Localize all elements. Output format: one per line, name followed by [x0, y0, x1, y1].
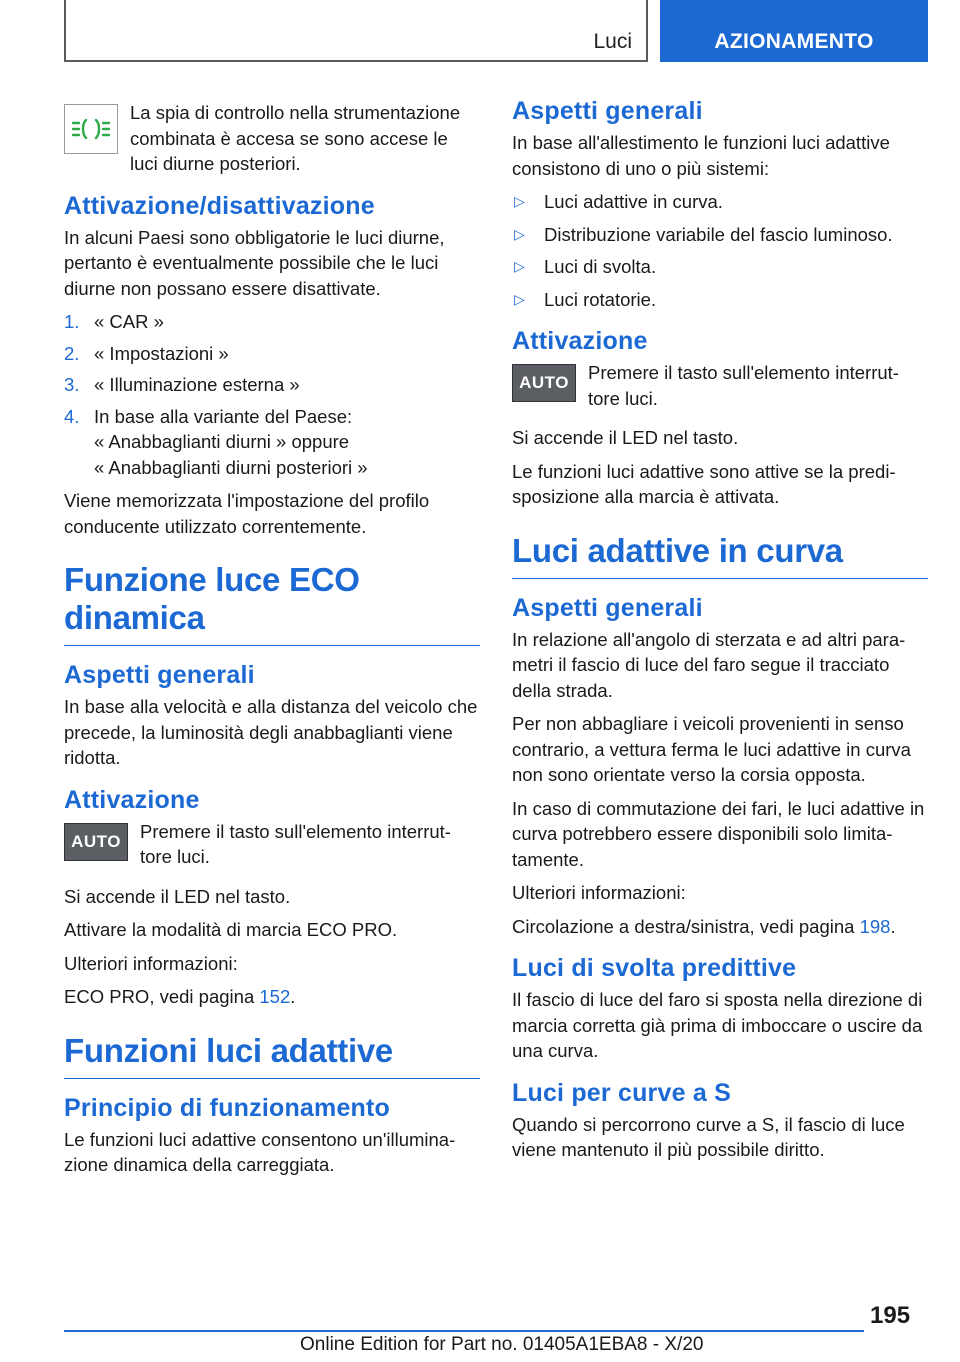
daytime-running-lights-icon [64, 104, 118, 154]
eco-auto-row [64, 819, 480, 870]
edition-text: Online Edition for Part no. 01405A1EBA8 - X/20 [300, 1334, 704, 1355]
principle-text: Le funzioni luci adattive consentono un'illumina-zione dinamica della carreggiata. [64, 1128, 456, 1175]
indicator-description: La spia di controllo nella strumentazione combinata è accesa se sono accese le luci diurne posteriori. [130, 102, 461, 174]
turn-heading: Luci di svolta predittive [512, 954, 797, 982]
list-item: 1. « CAR » [64, 311, 164, 332]
s-curve-text: Quando si percorrono curve a S, il fascio di luce viene mantenuto il più possibile diritto. [512, 1113, 905, 1160]
list-item: ▷ Luci di svolta. [512, 254, 928, 280]
eco-more-info: Ulteriori informazioni: [64, 952, 238, 974]
auto-button-icon: AUTO [512, 364, 576, 402]
curve-general-heading: Aspetti generali [512, 593, 703, 622]
activation-heading-right: Attivazione [512, 327, 648, 355]
eco-activation-heading: Attivazione [64, 785, 200, 814]
adaptive-heading: Funzioni luci adattive [64, 1032, 480, 1079]
activation-heading: Attivazione/disattivazione [64, 191, 375, 220]
page-link-198[interactable]: 198 [859, 915, 891, 937]
curve-text-3: In caso di commutazione dei fari, le luci adattive in curva potrebbero essere disponibili solo limita-tamente. [512, 797, 925, 870]
activation-text-right: Premere il tasto sull'elemento interrut-tore luci. [588, 362, 899, 409]
curve-more-info: Ulteriori informazioni: [512, 882, 686, 903]
curve-text-2: Per non abbagliare i veicoli provenienti in senso contrario, a vettura ferma le luci adattive in curva non sono orientate verso la corsia opposta. [512, 713, 911, 785]
daytime-light-indicator-row [64, 100, 480, 177]
right-column [512, 96, 928, 1171]
triangle-bullet-icon: ▷ [514, 225, 525, 242]
predisposition-text: Le funzioni luci adattive sono attive se la predi-sposizione alla marcia è attivata. [512, 460, 896, 507]
chapter-label: AZIONAMENTO [714, 30, 874, 53]
list-item: ▷ Distribuzione variabile del fascio luminoso. [512, 222, 928, 248]
general-heading: Aspetti generali [512, 97, 703, 125]
footer-divider [64, 1330, 864, 1332]
eco-general-text: In base alla velocità e alla distanza del veicolo che precede, la luminosità degli anabbaglianti viene ridotta. [64, 696, 478, 768]
turn-text: Il fascio di luce del faro si sposta nella direzione di marcia corretta già prima di imboccare o uscire da una curva. [512, 989, 923, 1061]
triangle-bullet-icon: ▷ [514, 193, 525, 209]
triangle-bullet-icon: ▷ [514, 290, 525, 307]
activation-text: In alcuni Paesi sono obbligatorie le luci diurne, pertanto è eventualmente possibile che le luci diurne non possano essere disattivate. [64, 226, 445, 299]
list-item: ▷ Luci adattive in curva. [512, 189, 928, 215]
eco-general-heading: Aspetti generali [64, 661, 255, 689]
eco-reference: ECO PRO, vedi pagina 152. [64, 986, 296, 1007]
section-tab [64, 0, 648, 62]
auto-button-icon: AUTO [64, 823, 128, 861]
list-item: 4. In base alla variante del Paese: « Anabbaglianti diurni » oppure « Anabbaglianti diurni posteriori » [64, 405, 368, 478]
principle-heading: Principio di funzionamento [64, 1093, 391, 1122]
list-item: 3. « Illuminazione esterna » [64, 374, 300, 395]
page-number: 195 [870, 1302, 911, 1329]
eco-heading: Funzione luce ECO dinamica [64, 561, 480, 646]
curve-reference: Circolazione a destra/sinistra, vedi pagina 198. [512, 915, 896, 937]
left-column [64, 100, 480, 1186]
list-item: 2. « Impostazioni » [64, 342, 229, 364]
auto-row [512, 360, 928, 411]
eco-mode-text: Attivare la modalità di marcia ECO PRO. [64, 919, 398, 940]
page-link-152[interactable]: 152 [259, 986, 291, 1007]
page-header [64, 0, 928, 66]
chapter-tab [660, 0, 928, 62]
curve-text-1: In relazione all'angolo di sterzata e ad altri para-metri il fascio di luce del faro segue il tracciato della strada. [512, 628, 906, 701]
memo-text: Viene memorizzata l'impostazione del profilo conducente utilizzato correntemente. [64, 490, 430, 537]
eco-activation-text: Premere il tasto sull'elemento interrut-tore luci. [140, 820, 451, 867]
s-curve-heading: Luci per curve a S [512, 1078, 731, 1107]
eco-led-text: Si accende il LED nel tasto. [64, 885, 291, 907]
list-item: ▷ Luci rotatorie. [512, 287, 928, 313]
triangle-bullet-icon: ▷ [514, 258, 525, 274]
curve-heading: Luci adattive in curva [512, 532, 928, 579]
section-label: Luci [593, 30, 632, 53]
general-text: In base all'allestimento le funzioni luci adattive consistono di uno o più sistemi: [512, 132, 890, 179]
led-text: Si accende il LED nel tasto. [512, 427, 739, 448]
systems-list [512, 189, 928, 312]
settings-steps [64, 309, 480, 480]
